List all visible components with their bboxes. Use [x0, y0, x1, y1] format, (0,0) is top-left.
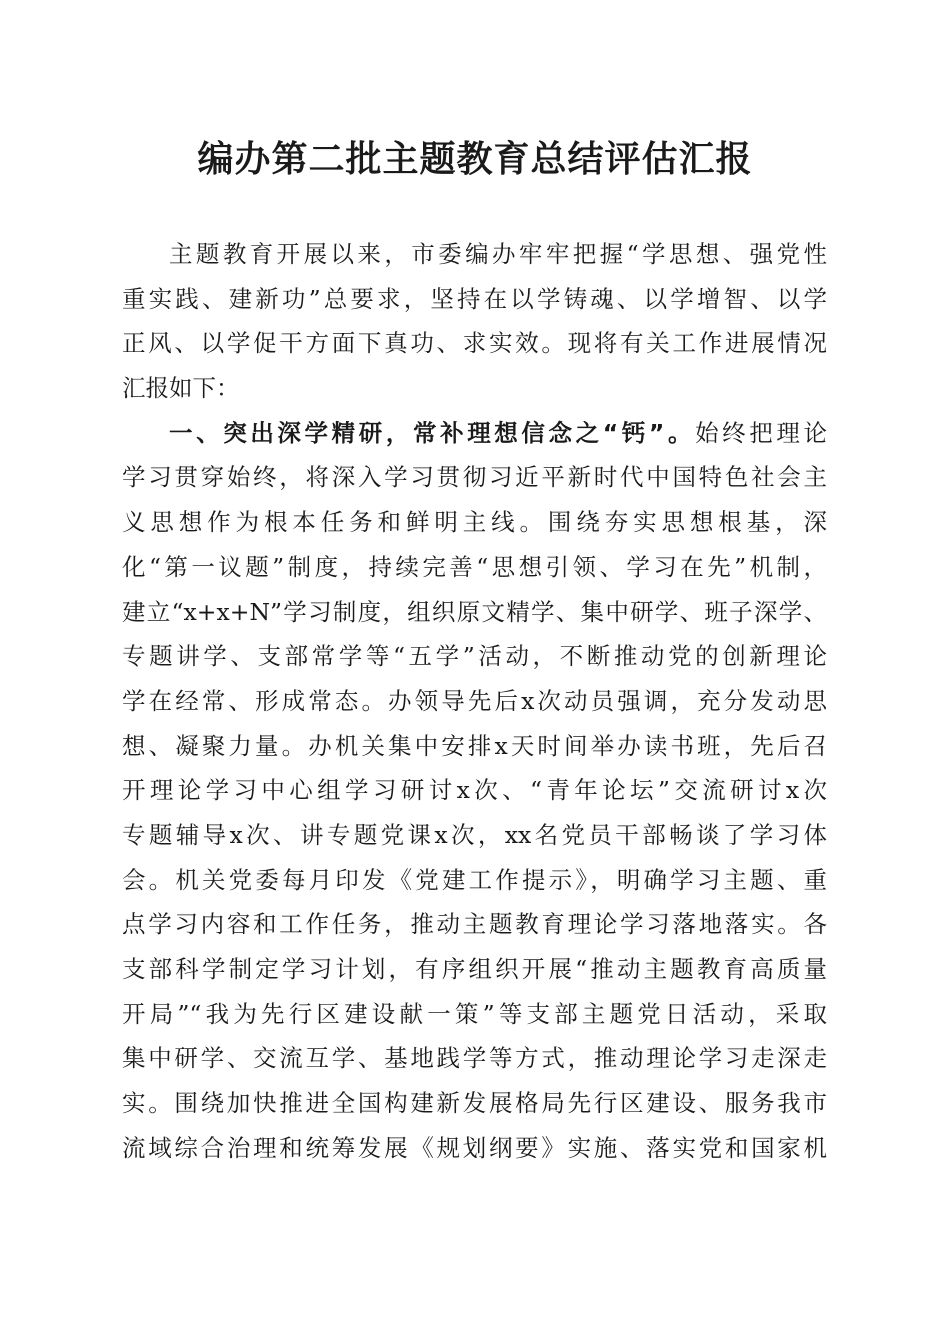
section1-line: 实。围绕加快推进全国构建新发展格局先行区建设、服务我市	[122, 1089, 827, 1118]
section1-first-line	[122, 411, 827, 456]
section1-line: 想、凝聚力量。办机关集中安排x天时间举办读书班，先后召	[122, 731, 827, 760]
section1-line: 流域综合治理和统筹发展《规划纲要》实施、落实党和国家机	[122, 1133, 827, 1162]
section1-heading: 一、突出深学精研，常补理想信念之“钙”。	[169, 418, 696, 447]
section1-line: 学在经常、形成常态。办领导先后x次动员强调，充分发动思	[122, 686, 827, 715]
section1-line: 集中研学、交流互学、基地践学等方式，推动理论学习走深走	[122, 1044, 827, 1073]
section1-line: 化“第一议题”制度，持续完善“思想引领、学习在先”机制，	[122, 552, 827, 581]
section1-line: 建立“x+x+N”学习制度，组织原文精学、集中研学、班子深学、	[122, 597, 827, 626]
section1-line: 会。机关党委每月印发《党建工作提示》，明确学习主题、重	[122, 865, 827, 894]
section1-line: 专题讲学、支部常学等“五学”活动，不断推动党的创新理论	[122, 642, 827, 671]
section1-line: 点学习内容和工作任务，推动主题教育理论学习落地落实。各	[122, 910, 827, 939]
intro-line: 汇报如下：	[122, 374, 240, 403]
section1-line: 专题辅导x次、讲专题党课x次，xx名党员干部畅谈了学习体	[122, 820, 827, 849]
section1-line: 义思想作为根本任务和鲜明主线。围绕夯实思想根基，深	[122, 508, 827, 537]
section1-line: 开理论学习中心组学习研讨x次、“青年论坛”交流研讨x次	[122, 776, 827, 805]
document-body	[122, 232, 827, 1170]
section1-line: 支部科学制定学习计划，有序组织开展“推动主题教育高质量	[122, 955, 827, 983]
section1-line: 开局”“我为先行区建设献一策”等支部主题党日活动，采取	[122, 999, 827, 1028]
section1-line: 学习贯穿始终，将深入学习贯彻习近平新时代中国特色社会主	[122, 463, 827, 492]
section1-first-line-rest: 始终把理论	[695, 418, 828, 447]
document-title: 编办第二批主题教育总结评估汇报	[197, 139, 753, 180]
intro-line: 重实践、建新功”总要求，坚持在以学铸魂、以学增智、以学	[122, 284, 827, 313]
intro-line: 正风、以学促干方面下真功、求实效。现将有关工作进展情况	[122, 329, 827, 358]
intro-line: 主题教育开展以来，市委编办牢牢把握“学思想、强党性	[169, 240, 827, 268]
